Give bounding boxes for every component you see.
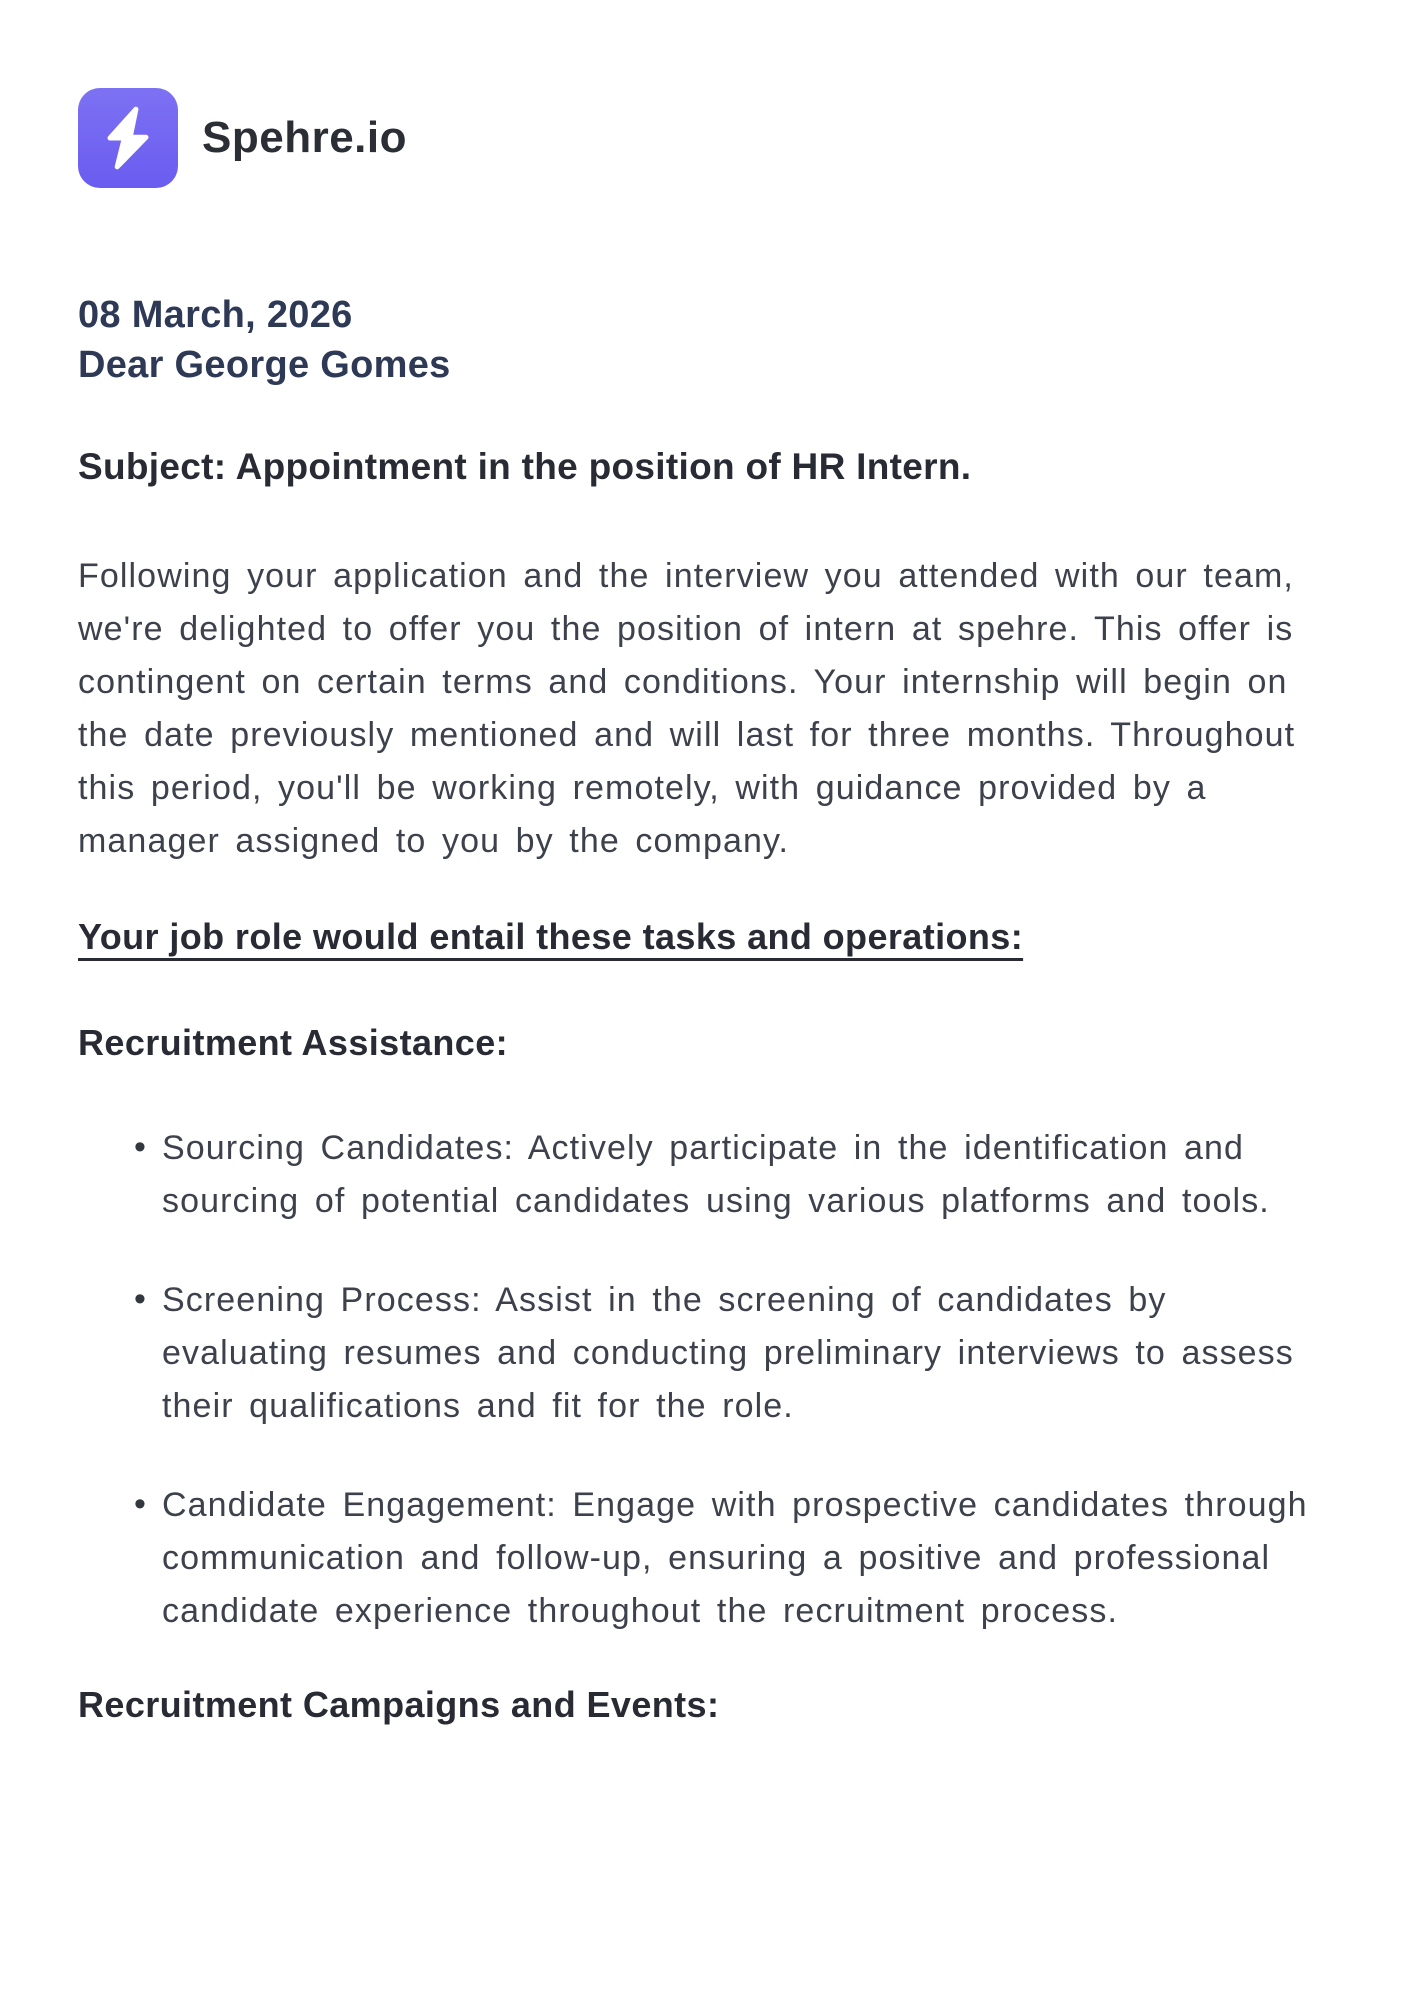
s-bolt-icon bbox=[78, 88, 178, 188]
section-title-recruitment-assistance: Recruitment Assistance: bbox=[78, 1022, 509, 1063]
list-item-screening-process: • Screening Process: Assist in the screening of candidates by evaluating resumes and conducting preliminary interviews to assess their qualifications and fit for the role. bbox=[78, 1274, 1338, 1433]
section-title-recruitment-campaigns: Recruitment Campaigns and Events: bbox=[78, 1684, 720, 1725]
brand-name: Spehre.io bbox=[202, 113, 407, 162]
recruitment-assistance-list bbox=[78, 1122, 1338, 1638]
letter-greeting: Dear George Gomes bbox=[78, 344, 451, 386]
subject-line: Subject: Appointment in the position of HR Intern. bbox=[78, 446, 972, 487]
intro-paragraph: Following your application and the interview you attended with our team, we're delighted to offer you the position of intern at spehre. This offer is contingent on certain terms and conditions. Your internship will begin on the date previously mentioned and will last for three months. Throughout this period, you'll be working remotely, with guidance provided by a manager assigned to you by the company. bbox=[78, 557, 1296, 860]
list-item-sourcing-candidates: • Sourcing Candidates: Actively participate in the identification and sourcing of potential candidates using various platforms and tools. bbox=[78, 1122, 1338, 1228]
brand-header bbox=[78, 88, 1338, 188]
list-item-candidate-engagement: • Candidate Engagement: Engage with prospective candidates through communication and follow-up, ensuring a positive and professional candidate experience throughout the recruitment process. bbox=[78, 1479, 1338, 1638]
letter-date: 08 March, 2026 bbox=[78, 294, 353, 336]
tasks-heading: Your job role would entail these tasks and operations: bbox=[78, 916, 1024, 957]
